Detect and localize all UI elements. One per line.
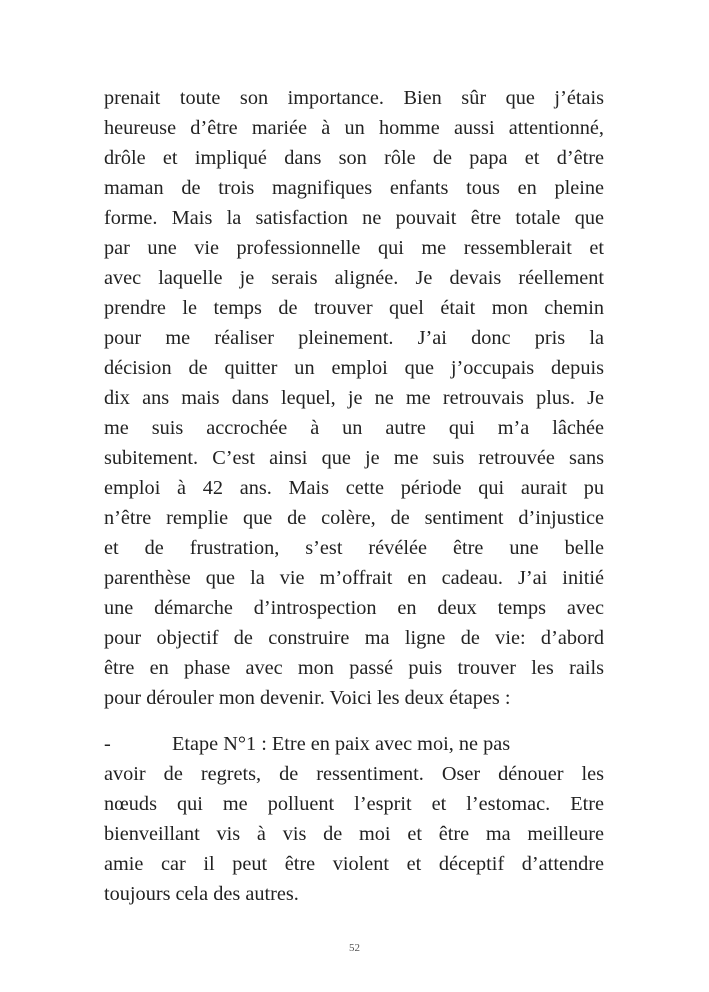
text-line: avec laquelle je serais alignée. Je devais réellement	[104, 267, 604, 289]
text-line: bienveillant vis à vis de moi et être ma meilleure	[104, 823, 604, 845]
text-line: dix ans mais dans lequel, je ne me retrouvais plus. Je	[104, 387, 604, 409]
text-line: parenthèse que la vie m’offrait en cadeau. J’ai initié	[104, 567, 604, 589]
text-line: amie car il peut être violent et déceptif d’attendre	[104, 853, 604, 875]
text-line: par une vie professionnelle qui me ressemblerait et	[104, 237, 604, 259]
text-line: pour me réaliser pleinement. J’ai donc pris la	[104, 327, 604, 349]
text-line: emploi à 42 ans. Mais cette période qui aurait pu	[104, 477, 604, 499]
text-line: prenait toute son importance. Bien sûr que j’étais	[104, 87, 604, 109]
text-line: subitement. C’est ainsi que je me suis retrouvée sans	[104, 447, 604, 469]
text-line: décision de quitter un emploi que j’occupais depuis	[104, 357, 604, 379]
text-line: maman de trois magnifiques enfants tous en pleine	[104, 177, 604, 199]
text-line: pour objectif de construire ma ligne de vie: d’abord	[104, 627, 604, 649]
text-line: n’être remplie que de colère, de sentiment d’injustice	[104, 507, 604, 529]
text-line: me suis accrochée à un autre qui m’a lâchée	[104, 417, 604, 439]
text-line: pour dérouler mon devenir. Voici les deux étapes :	[104, 687, 511, 709]
text-line: et de frustration, s’est révélée être une belle	[104, 537, 604, 559]
bullet-dash: -	[104, 733, 111, 755]
paragraph-step-list	[104, 729, 604, 909]
step-title: Etape N°1 : Etre en paix avec moi, ne pas	[172, 733, 511, 755]
text-line: forme. Mais la satisfaction ne pouvait être totale que	[104, 207, 604, 229]
text-line: être en phase avec mon passé puis trouver les rails	[104, 657, 604, 679]
text-line: avoir de regrets, de ressentiment. Oser dénouer les	[104, 763, 604, 785]
text-line: heureuse d’être mariée à un homme aussi attentionné,	[104, 117, 604, 139]
text-line: prendre le temps de trouver quel était mon chemin	[104, 297, 604, 319]
page-number: 52	[349, 942, 360, 954]
list-item-first-line	[104, 729, 604, 759]
text-line: toujours cela des autres.	[104, 883, 299, 905]
text-line: une démarche d’introspection en deux temps avec	[104, 597, 604, 619]
paragraph-main	[104, 83, 604, 713]
text-line: nœuds qui me polluent l’esprit et l’estomac. Etre	[104, 793, 604, 815]
text-line: drôle et impliqué dans son rôle de papa et d’être	[104, 147, 604, 169]
